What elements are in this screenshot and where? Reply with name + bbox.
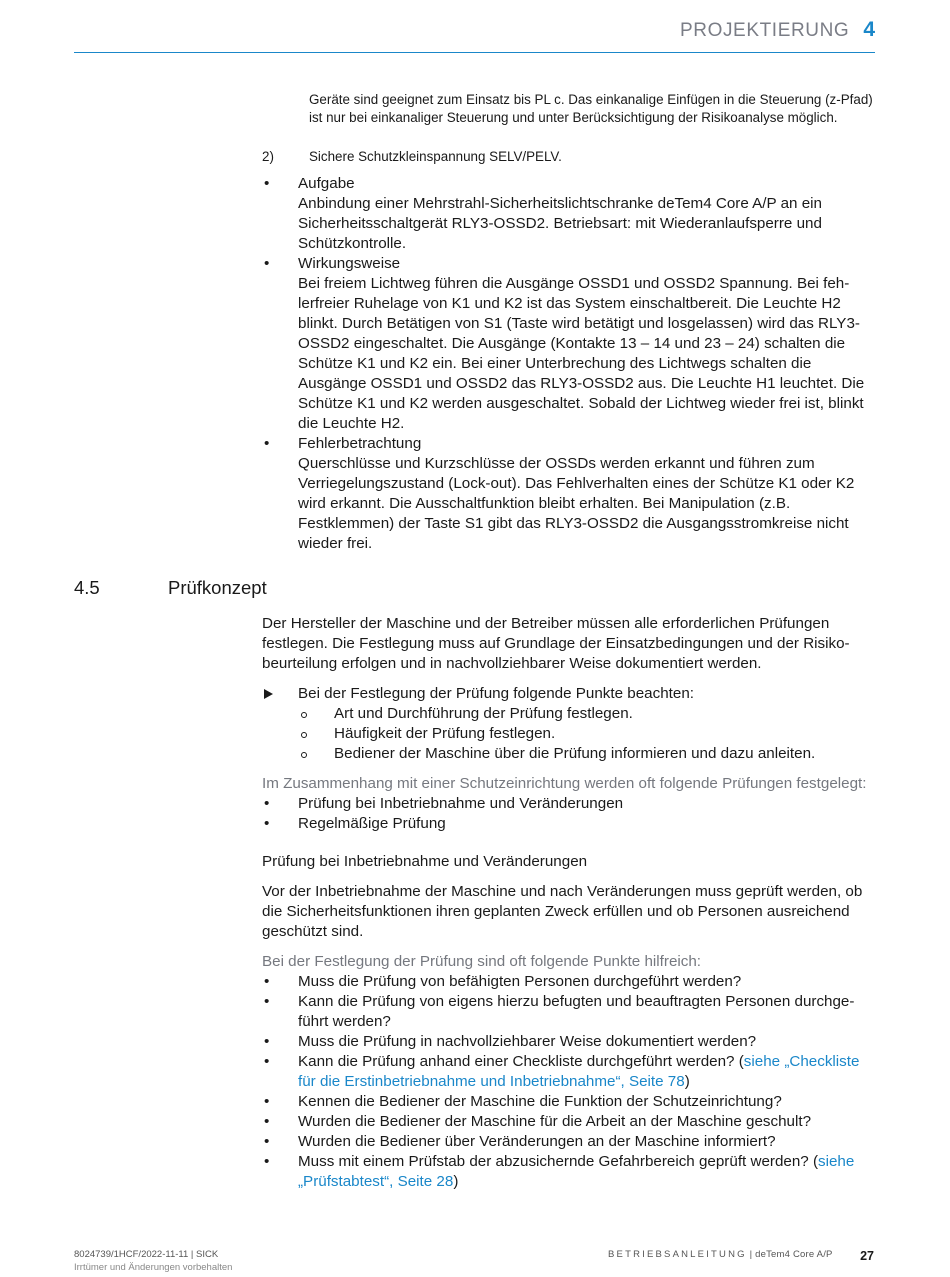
list-item: • Regelmäßige Prüfung [262,814,874,834]
list-item: • Muss die Prüfung von befähigten Personen durchgeführt werden? [262,972,874,992]
list-item: • Kann die Prüfung von eigens hierzu befugten und beauftragten Personen durchgeführt werden? [262,992,874,1032]
example-list [262,174,874,554]
document-id: 8024739/1HCF/2022-11-11 | SICK [74,1249,219,1260]
example-description [262,174,874,554]
sub-list-item: Art und Durchführung der Prüfung festlegen. [298,704,874,724]
action-step [262,684,874,764]
question-suffix: ) [453,1173,459,1190]
chapter-number: 4 [863,18,875,41]
sub-list-item: Häufigkeit der Prüfung festlegen. [298,724,874,744]
subsection-heading: Prüfung bei Inbetriebnahme und Veränderungen [262,853,588,870]
footer-right [608,1249,833,1260]
list-item [262,1052,874,1092]
chapter-header [680,18,875,42]
commissioning-questions [262,972,874,1192]
term-task: • Aufgabe [298,175,355,192]
term-description: Anbindung einer Mehrstrahl-Sicherheitslichtschranke deTem4 Core A/P an ein Sicherheitsschaltgerät RLY3-OSSD2. Betriebsart: mit Wiederanlaufsperre und Schützkontrolle. [298,195,822,252]
question-text: Muss mit einem Prüfstab der abzusichernde Gefahrbereich geprüft werden? ( [298,1153,819,1170]
question-suffix: ) [684,1073,690,1090]
action-text: Bei der Festlegung der Prüfung folgende Punkte beachten: [298,685,694,702]
footnote-text: Sichere Schutzkleinspannung SELV/PELV. [309,149,562,164]
product-name: deTem4 Core A/P [755,1249,833,1260]
intro-paragraph: Der Hersteller der Maschine und der Betreiber müssen alle erforderlichen Prüfungen festlegen. Die Festlegung muss auf Grundlage der Einsatzbedingungen und der Risikobeurteilung erfolgen und in nachvollziehbarer Weise dokumentiert werden. [262,615,850,672]
footnote-mark: 2) [262,149,274,164]
typical-tests-list [262,794,874,834]
commissioning-paragraph: Vor der Inbetriebnahme der Maschine und nach Veränderungen muss geprüft werden, ob die Sicherheitsfunktionen ihren geplanten Zweck erfüllen und ob Personen ausreichend geschützt sind. [262,883,863,940]
list-item [262,174,874,254]
footer-separator: | [746,1249,756,1260]
section-body [262,614,874,1192]
chapter-title: PROJEKTIERUNG [679,20,850,41]
disclaimer: Irrtümer und Änderungen vorbehalten [74,1261,233,1273]
list-item [262,1152,874,1192]
list-item: • Wurden die Bediener der Maschine für die Arbeit an der Maschine geschult? [262,1112,874,1132]
question-text: Kann die Prüfung anhand einer Checkliste durchgeführt werden? ( [298,1053,744,1070]
list-item: • Prüfung bei Inbetriebnahme und Veränderungen [262,794,874,814]
footnote-1-continuation: Geräte sind geeignet zum Einsatz bis PL c. Das einkanalige Einfügen in die Steuerung (z-Pfad) ist nur bei einkanaliger Steuerung und unter Berücksichtigung der Risikoanalyse möglich. [309,92,873,125]
term-description: Bei freiem Lichtweg führen die Ausgänge OSSD1 und OSSD2 Spannung. Bei fehlerfreier Ruhelage von K1 und K2 ist das System einschaltbereit. Die Leuchte H2 blinkt. Durch Betätigen von S1 (Taste wird betätigt und losgelassen) wird das RLY3-OSSD2 eingeschaltet. Die Ausgänge (Kontakte 13 – 14 und 23 – 24) schalten die Schütze K1 und K2 ein. Bei einer Unterbrechung des Lichtwegs schalten die Ausgänge OSSD1 und OSSD2 das RLY3-OSSD2 aus. Die Leuchte H1 leuchtet. Die Schütze K1 und K2 werden ausgeschaltet. Sobald der Lichtweg wieder frei ist, blinkt die Leuchte H2. [298,275,865,432]
list-item [262,254,874,434]
footnote-2 [262,148,562,166]
sub-list-item: Bediener der Maschine über die Prüfung informieren und dazu anleiten. [298,744,874,764]
commissioning-lead: Bei der Festlegung der Prüfung sind oft folgende Punkte hilfreich: [262,953,702,970]
term-description: Querschlüsse und Kurzschlüsse der OSSDs werden erkannt und führen zum Verriegelungszustand (Lock-out). Das Fehlverhalten eines der Schütze K1 oder K2 wird erkannt. Die Ausschaltfunktion bleibt erhalten. Bei Manipulation (z.B. Festklemmen) der Taste S1 gibt das RLY3-OSSD2 die Ausgangsstromkreise nicht wieder frei. [298,455,855,552]
section-number: 4.5 [74,577,100,598]
list-item: • Wurden die Bediener über Veränderungen an der Maschine informiert? [262,1132,874,1152]
section-heading [74,577,267,599]
section-title: Prüfkonzept [168,577,267,598]
page-number: 27 [860,1249,874,1263]
checklist-link[interactable]: siehe „Checkliste für die Erstinbetriebnahme und Inbetriebnahme“, Seite 78 [298,1053,860,1090]
term-fault-analysis: • Fehlerbetrachtung [298,435,422,452]
list-item [262,434,874,554]
header-rule [74,52,875,53]
action-sublist [298,704,874,764]
list-item: • Kennen die Bediener der Maschine die Funktion der Schutzeinrichtung? [262,1092,874,1112]
typical-tests-lead: Im Zusammenhang mit einer Schutzeinrichtung werden oft folgende Prüfungen festgelegt: [262,775,867,792]
document-type: BETRIEBSANLEITUNG [608,1249,747,1260]
footer-left [74,1249,232,1274]
action-triangle-icon [264,689,273,699]
term-function: • Wirkungsweise [298,255,401,272]
list-item: • Muss die Prüfung in nachvollziehbarer Weise dokumentiert werden? [262,1032,874,1052]
test-rod-link[interactable]: siehe „Prüfstabtest“, Seite 28 [298,1153,855,1190]
